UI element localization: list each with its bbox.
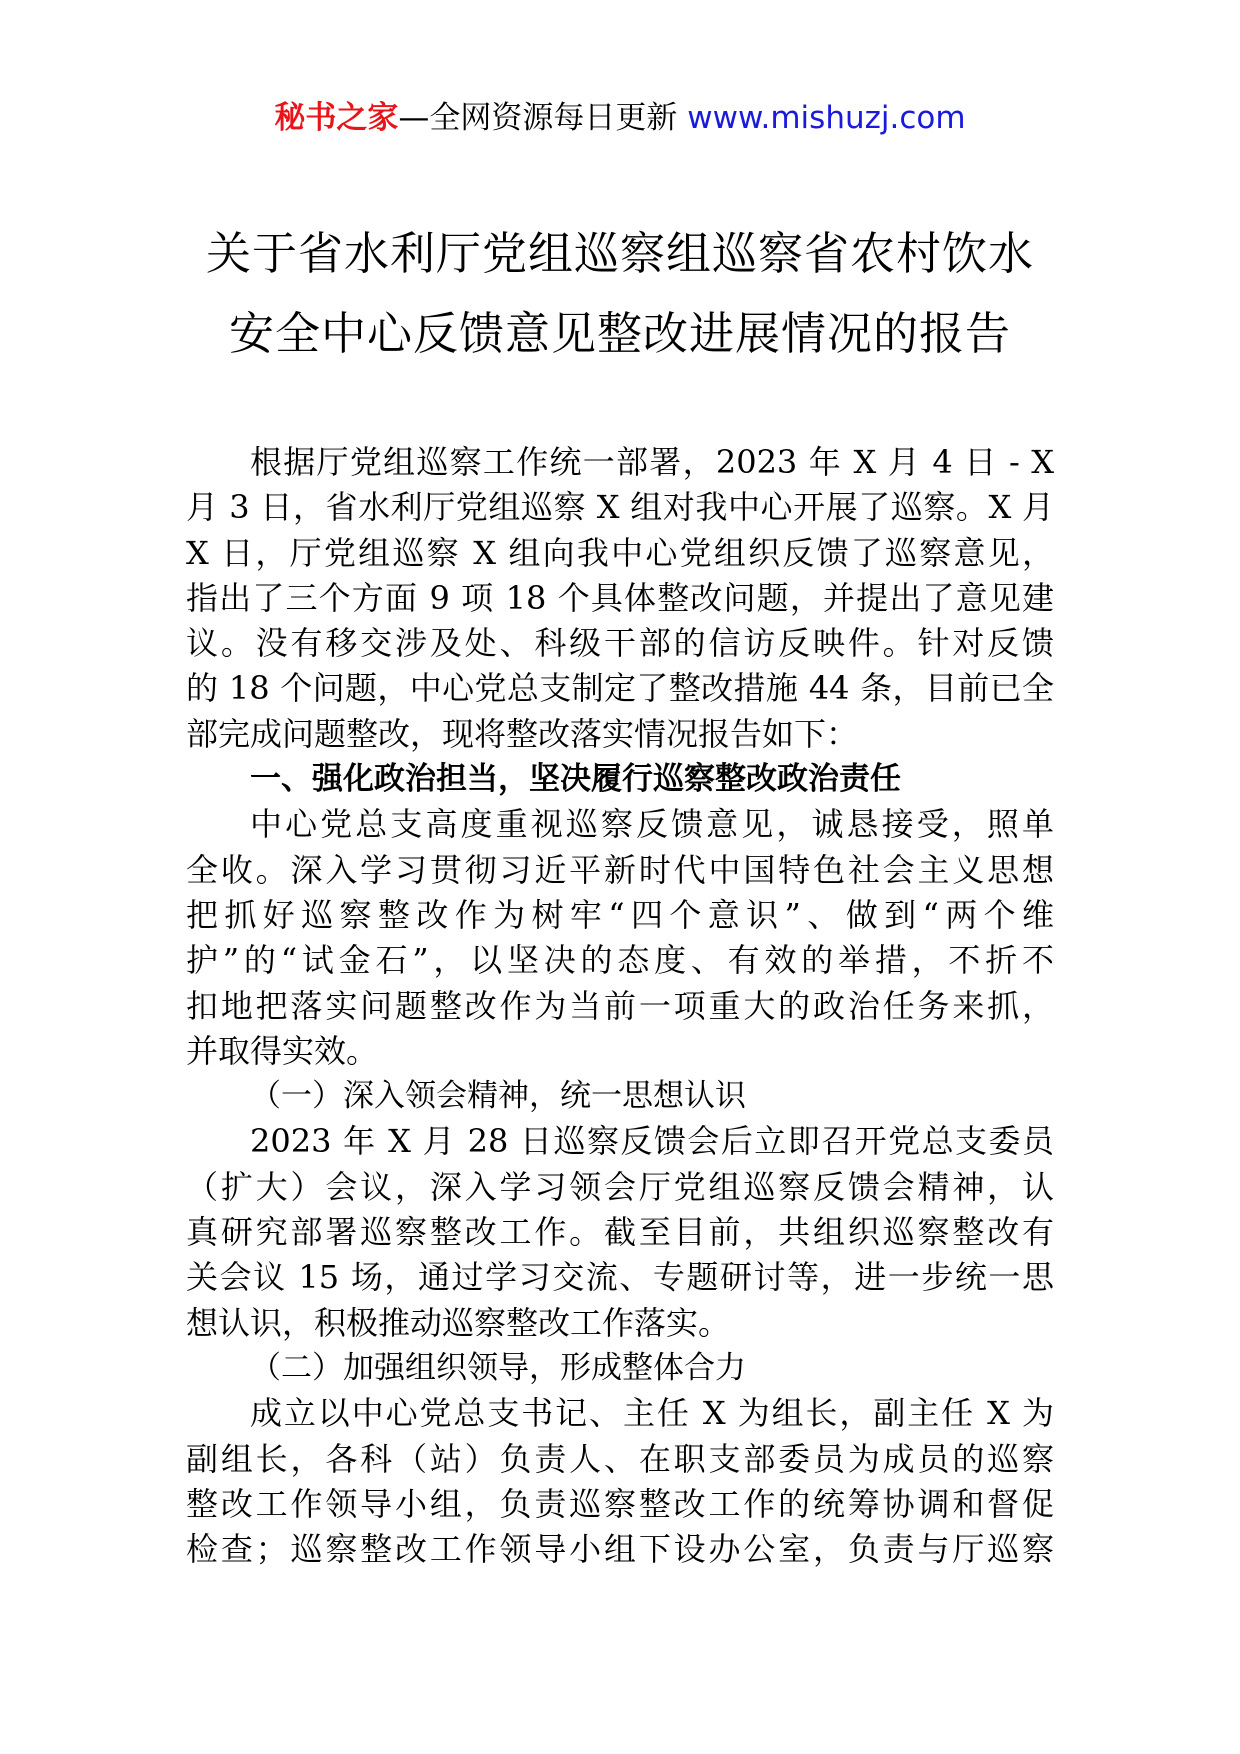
paragraph-line: X 日，厅党组巡察 X 组向我中心党组织反馈了巡察意见， <box>186 533 1054 572</box>
paragraph-line: 副组长，各科（站）负责人、在职支部委员为成员的巡察 <box>186 1439 1054 1478</box>
paragraph-line: 把抓好巡察整改作为树牢“四个意识”、做到“两个维 <box>186 895 1054 934</box>
paragraph-line: 的 18 个问题，中心党总支制定了整改措施 44 条，目前已全 <box>186 669 1054 708</box>
paragraph-line: 部完成问题整改，现将整改落实情况报告如下： <box>186 714 859 753</box>
paragraph-line: 整改工作领导小组，负责巡察整改工作的统筹协调和督促 <box>186 1484 1054 1523</box>
paragraph-line: 中心党总支高度重视巡察反馈意见，诚恳接受，照单 <box>250 805 1054 844</box>
paragraph-line: 检查；巡察整改工作领导小组下设办公室，负责与厅巡察 <box>186 1530 1054 1569</box>
paragraph-line: 指出了三个方面 9 项 18 个具体整改问题，并提出了意见建 <box>186 578 1054 617</box>
paragraph-line: 2023 年 X 月 28 日巡察反馈会后立即召开党总支委员 <box>250 1122 1054 1161</box>
paragraph-line: 关会议 15 场，通过学习交流、专题研讨等，进一步统一思 <box>186 1258 1054 1297</box>
subsection-heading: （一）深入领会精神，统一思想认识 <box>250 1078 746 1115</box>
header-tagline: —全网资源每日更新 <box>398 100 688 136</box>
paragraph-line: 议。没有移交涉及处、科级干部的信访反映件。针对反馈 <box>186 624 1054 663</box>
paragraph-line: 真研究部署巡察整改工作。截至目前，共组织巡察整改有 <box>186 1213 1054 1252</box>
paragraph-line: 月 3 日，省水利厅党组巡察 X 组对我中心开展了巡察。X 月 <box>186 488 1054 527</box>
section-heading: 一、强化政治担当，坚决履行巡察整改政治责任 <box>250 761 901 798</box>
paragraph-line: 成立以中心党总支书记、主任 X 为组长，副主任 X 为 <box>250 1394 1054 1433</box>
subsection-heading: （二）加强组织领导，形成整体合力 <box>250 1349 746 1386</box>
paragraph-line: 根据厅党组巡察工作统一部署，2023 年 X 月 4 日 - X <box>250 443 1054 481</box>
site-header <box>0 98 1240 138</box>
brand-name: 秘书之家 <box>274 100 399 136</box>
title-line-1: 关于省水利厅党组巡察组巡察省农村饮水 <box>205 227 1034 280</box>
paragraph-line: 全收。深入学习贯彻习近平新时代中国特色社会主义思想 <box>186 850 1054 889</box>
paragraph-line: 并取得实效。 <box>186 1031 379 1070</box>
paragraph-line: （扩大）会议，深入学习领会厅党组巡察反馈会精神，认 <box>186 1167 1054 1206</box>
paragraph-line: 护”的“试金石”，以坚决的态度、有效的举措，不折不 <box>186 941 1054 980</box>
title-line-2: 安全中心反馈意见整改进展情况的报告 <box>228 307 1011 360</box>
document-body <box>186 440 1054 1572</box>
paragraph-line: 扣地把落实问题整改作为当前一项重大的政治任务来抓， <box>186 986 1054 1025</box>
document-title <box>150 214 1090 374</box>
site-url-link[interactable]: www.mishuzj.com <box>687 100 966 136</box>
paragraph-line: 想认识，积极推动巡察整改工作落实。 <box>186 1303 731 1342</box>
